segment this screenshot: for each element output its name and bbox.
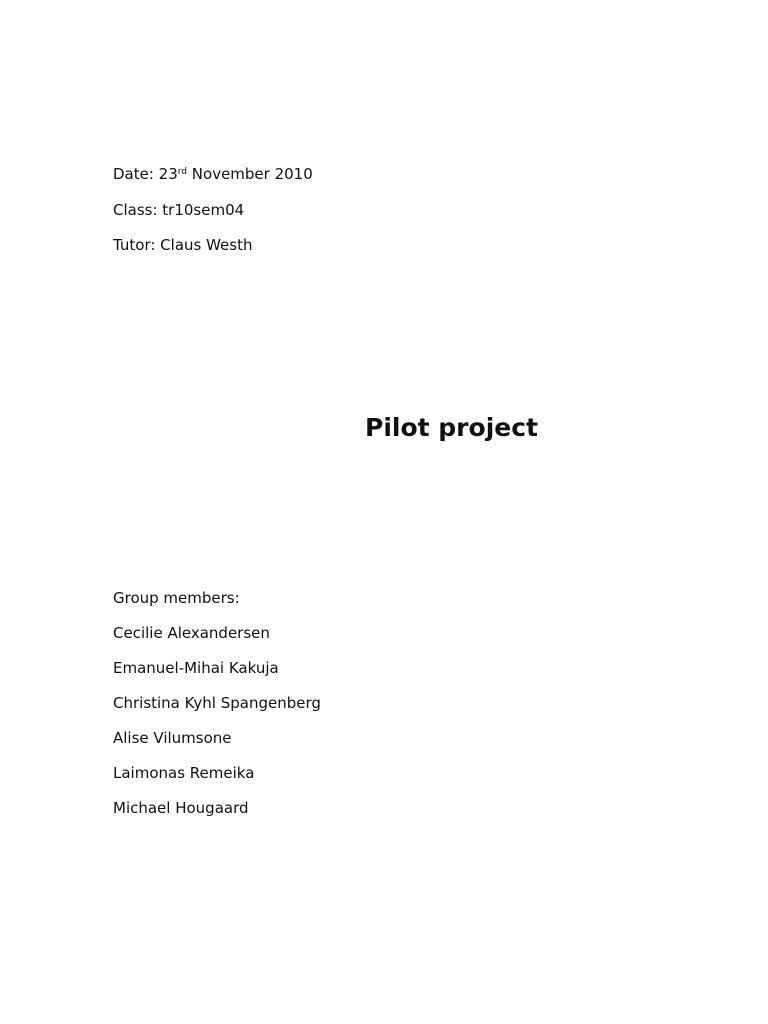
group-member: Christina Kyhl Spangenberg xyxy=(113,694,321,712)
date-ordinal-suffix: rd xyxy=(177,167,188,177)
group-members-heading: Group members: xyxy=(113,589,240,607)
group-member: Cecilie Alexandersen xyxy=(113,624,270,642)
group-member: Emanuel-Mihai Kakuja xyxy=(113,659,279,677)
group-member: Alise Vilumsone xyxy=(113,729,232,747)
date-label: Date: 23 xyxy=(113,165,178,183)
date-month-year: November 2010 xyxy=(187,165,313,183)
class-line: Class: tr10sem04 xyxy=(113,201,245,219)
group-member: Michael Hougaard xyxy=(113,799,249,817)
date-line xyxy=(113,165,313,183)
group-member: Laimonas Remeika xyxy=(113,764,255,782)
tutor-line: Tutor: Claus Westh xyxy=(113,236,253,254)
document-title: Pilot project xyxy=(365,413,538,442)
